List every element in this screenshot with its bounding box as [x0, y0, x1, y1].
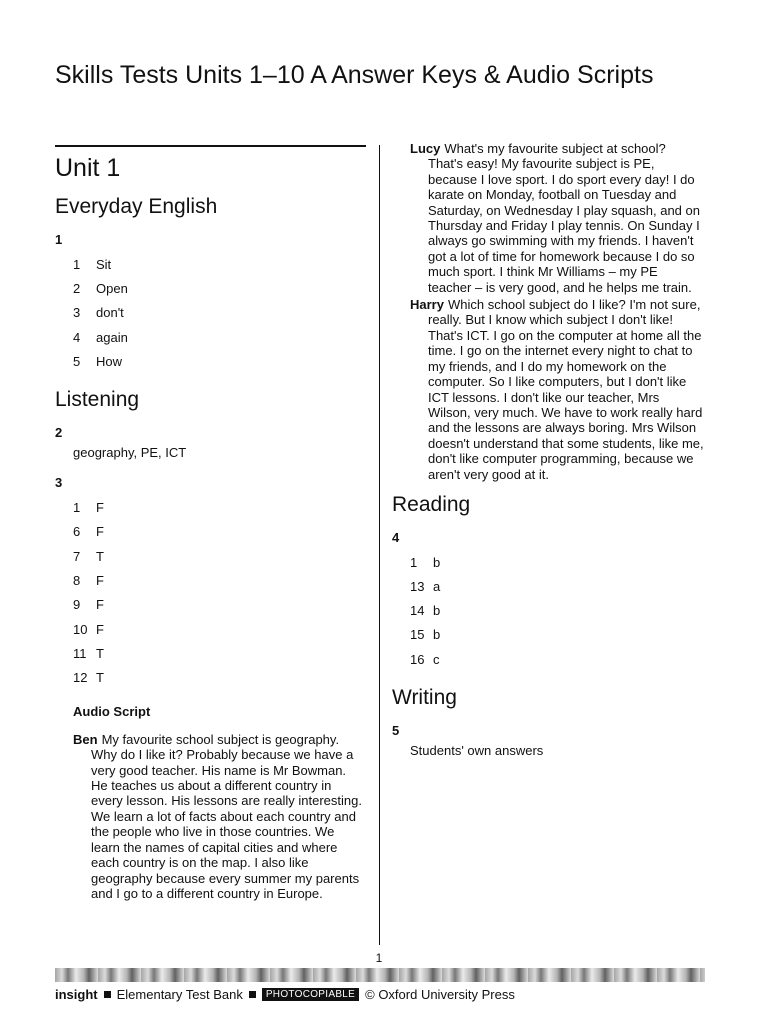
answer-item — [73, 593, 365, 617]
section-heading-writing: Writing — [392, 686, 457, 710]
answer-item — [410, 550, 704, 574]
answer-number: 12 — [73, 670, 88, 686]
answer-item — [73, 568, 365, 592]
answer-list-q1 — [55, 252, 365, 373]
answer-value: F — [96, 621, 104, 637]
speech-lucy — [410, 141, 704, 295]
answer-value: Open — [96, 280, 128, 296]
answer-item — [73, 301, 365, 325]
answer-value: b — [433, 603, 441, 619]
speech-ben — [73, 732, 365, 901]
answer-value: T — [96, 645, 104, 661]
answer-number: 5 — [73, 353, 81, 369]
footer-image-band — [55, 968, 705, 982]
right-column — [392, 141, 704, 773]
answer-item — [73, 252, 365, 276]
answer-value: b — [433, 627, 441, 643]
footer-series: Elementary Test Bank — [116, 986, 243, 1002]
speaker-name: Harry — [410, 297, 444, 313]
footer-brand: insight — [55, 986, 98, 1002]
answer-number: 1 — [73, 500, 81, 516]
square-bullet-icon — [249, 991, 256, 998]
footer-publisher: © Oxford University Press — [365, 986, 515, 1002]
answer-text-q5: Students' own answers — [410, 743, 544, 759]
title-rule — [55, 145, 366, 147]
square-bullet-icon — [104, 991, 111, 998]
answer-list-q3 — [55, 495, 365, 689]
question-number: 2 — [55, 425, 63, 441]
page-number: 1 — [375, 951, 383, 965]
answer-number: 1 — [410, 554, 418, 570]
answer-list-q4 — [392, 550, 704, 671]
answer-number: 14 — [410, 603, 425, 619]
answer-item — [410, 623, 704, 647]
speech-text: What's my favourite subject at school? That's easy! My favourite subject is PE, because I love sport. I do sport every day! I do karate on Monday, football on Tuesday and Saturday, on Wednesday I play squash, and on Thursday and Friday I play tennis. On Sunday I always go swimming with my friends. I haven't got a lot of time for homework because I do so much sport. I think Mr Williams – my PE teacher – is very good, and he helps me train. — [428, 141, 700, 295]
left-column — [55, 152, 365, 903]
question-number: 1 — [55, 232, 63, 247]
unit-heading: Unit 1 — [55, 154, 121, 182]
speaker-name: Ben — [73, 731, 98, 747]
column-divider — [379, 145, 380, 945]
answer-number: 6 — [73, 524, 81, 540]
answer-value: Sit — [96, 256, 112, 272]
answer-item — [410, 574, 704, 598]
answer-item — [73, 349, 365, 373]
answer-number: 15 — [410, 627, 425, 643]
answer-number: 13 — [410, 578, 425, 594]
answer-number: 7 — [73, 548, 81, 564]
answer-number: 4 — [73, 329, 81, 345]
answer-value: F — [96, 597, 104, 613]
answer-number: 10 — [73, 621, 88, 637]
answer-value: a — [433, 578, 441, 594]
speech-text: Which school subject do I like? I'm not sure, really. But I know which subject I don't like! That's ICT. I go on the computer at home all the time. I go on the internet every night to chat to my friends, and I do my homework on the computer. So I like computers, but I don't like ICT lessons. I don't like our teacher, Mrs Wilson, very much. We have to work really hard and the lessons are always boring. Mrs Wilson doesn't understand that some students, like me, don't like computer programming, because we aren't very good at it. — [428, 297, 704, 482]
answer-value: T — [96, 548, 104, 564]
question-number: 5 — [392, 723, 400, 739]
answer-value: F — [96, 524, 104, 540]
answer-value: don't — [96, 305, 124, 321]
page-title: Skills Tests Units 1–10 A Answer Keys & Audio Scripts — [55, 61, 654, 89]
photocopiable-badge: PHOTOCOPIABLE — [262, 988, 359, 1001]
answer-number: 8 — [73, 573, 81, 589]
answer-item — [73, 641, 365, 665]
footer — [55, 985, 515, 1003]
answer-value: T — [96, 670, 104, 686]
answer-number: 16 — [410, 651, 425, 667]
answer-item — [73, 666, 365, 690]
speech-harry — [410, 297, 704, 482]
section-heading-reading: Reading — [392, 492, 471, 516]
answer-item — [73, 544, 365, 568]
answer-number: 9 — [73, 597, 81, 613]
answer-item — [73, 495, 365, 519]
question-number: 4 — [392, 529, 400, 545]
answer-value: c — [433, 651, 440, 667]
answer-item — [73, 520, 365, 544]
answer-text-q2: geography, PE, ICT — [73, 445, 187, 461]
audio-script-label: Audio Script — [73, 703, 151, 719]
answer-number: 2 — [73, 280, 81, 296]
section-heading-listening: Listening — [55, 388, 140, 412]
answer-item — [410, 599, 704, 623]
answer-item — [410, 647, 704, 671]
answer-item — [73, 276, 365, 300]
answer-value: How — [96, 353, 123, 369]
answer-number: 11 — [73, 645, 87, 661]
answer-item — [73, 325, 365, 349]
question-number: 3 — [55, 475, 63, 491]
answer-number: 1 — [73, 256, 81, 272]
answer-item — [73, 617, 365, 641]
section-heading-everyday-english: Everyday English — [55, 195, 218, 218]
speech-text: My favourite school subject is geography. Why do I like it? Probably because we have a very good teacher. His name is Mr Bowman. He teaches us about a different country in every lesson. His lessons are really interesting. We learn a lot of facts about each country and the people who live in those countries. We learn the names of capital cities and where each country is on the map. I also like geography because every summer my parents and I go to a different country in Europe. — [91, 731, 362, 901]
answer-value: F — [96, 573, 104, 589]
answer-value: again — [96, 329, 128, 345]
speaker-name: Lucy — [410, 141, 441, 156]
answer-value: F — [96, 500, 104, 516]
answer-value: b — [433, 554, 441, 570]
answer-number: 3 — [73, 305, 81, 321]
